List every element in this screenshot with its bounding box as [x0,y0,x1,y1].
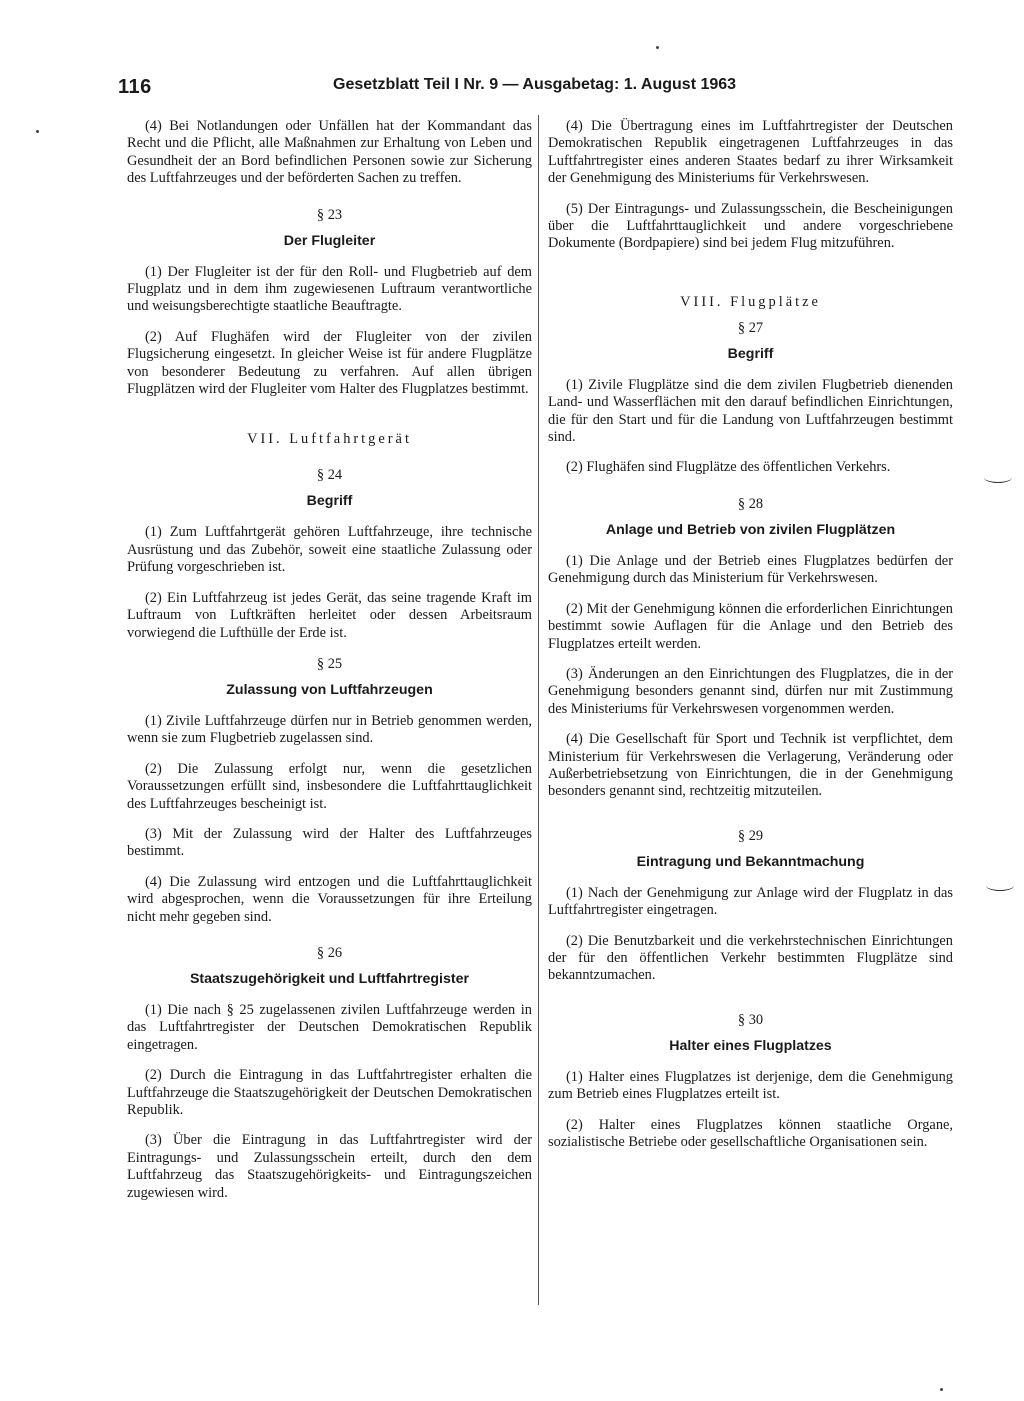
page-header [118,70,758,104]
scan-artifact-dot [36,130,39,133]
section-title: Begriff [727,345,774,362]
chapter-heading: VIII. Flugplätze [680,293,821,310]
right-column [548,118,953,1164]
chapter-heading: VII. Luftfahrtgerät [247,431,412,448]
section-title: Zulassung von Luftfahrzeugen [226,681,433,698]
paragraph: (2) Halter eines Flugplatzes können staatliche Organe, sozialistische Betriebe oder gesellschaftliche Organisationen sein. [548,1116,953,1150]
section-title: Staatszugehörigkeit und Luftfahrtregister [189,970,470,987]
scan-artifact-mark [986,880,1014,891]
paragraph: (2) Flughäfen sind Flugplätze des öffentlichen Verkehrs. [566,459,891,476]
paragraph: (4) Die Gesellschaft für Sport und Technik ist verpflichtet, dem Ministerium für Verkehrswesen die Verlagerung, Veränderung oder Außerbetriebsetzung von Einrichtungen, die in der Genehmigung besonders genannt sind, rechtzeitig mitzuteilen. [548,731,953,800]
section-title: Der Flugleiter [283,232,376,249]
section-title: Halter eines Flugplatzes [669,1037,832,1054]
section-number: § 25 [316,655,343,672]
paragraph: (2) Durch die Eintragung in das Luftfahrtregister erhalten die Luftfahrzeuge die Staatszugehörigkeit der Deutschen Demokratischen Republik. [127,1067,532,1118]
left-column [127,118,532,1215]
paragraph: (3) Änderungen an den Einrichtungen des Flugplatzes, die in der Genehmigung besonders genannt sind, dürfen nur mit Zustimmung des Ministeriums für Verkehrswesen vorgenommen werden. [548,665,953,717]
paragraph: (1) Der Flugleiter ist der für den Roll- und Flugbetrieb auf dem Flugplatz und in dem ihm zugewiesenen Luftraum verantwortliche und weisungsberechtigte staatliche Beauftragte. [127,263,532,315]
paragraph: (2) Ein Luftfahrzeug ist jedes Gerät, das seine tragende Kraft im Luftraum von Luftkräften herleitet oder dessen Arbeitsraum vorwiegend die Lufthülle der Erde ist. [127,589,532,641]
paragraph: (2) Mit der Genehmigung können die erforderlichen Einrichtungen bestimmt sowie Auflagen für die Anlage und den Betrieb des Flugplatzes erteilt werden. [548,600,953,652]
paragraph: (1) Zum Luftfahrtgerät gehören Luftfahrzeuge, ihre technische Ausrüstung und das Zubehör, soweit eine staatliche Zulassung oder Prüfung vorgeschrieben ist. [127,524,532,576]
section-number: § 28 [737,495,764,512]
section-number: § 30 [737,1011,764,1028]
column-divider [538,115,539,1305]
section-title: Eintragung und Bekanntmachung [636,853,865,870]
paragraph: (2) Auf Flughäfen wird der Flugleiter von der zivilen Flugsicherung eingesetzt. In gleicher Weise ist für andere Flugplätze von besonderer Bedeutung zu verfahren. Auf allen übrigen Flugplätzen wird der Flugleiter vom Halter des Flugplatzes bestimmt. [127,328,532,398]
paragraph: (1) Die nach § 25 zugelassenen zivilen Luftfahrzeuge werden in das Luftfahrtregister der Deutschen Demokratischen Republik eingetragen. [127,1001,532,1053]
paragraph: (1) Zivile Flugplätze sind die dem zivilen Flugbetrieb dienenden Land- und Wasserflächen mit den darauf befindlichen Einrichtungen, die für den Start und für die Landung von Luftfahrzeugen bestimmt sind. [548,376,953,446]
scan-artifact-dot [656,46,659,49]
section-number: § 24 [316,467,343,484]
section-title: Begriff [306,493,353,510]
paragraph: (4) Die Zulassung wird entzogen und die Luftfahrttauglichkeit wird abgesprochen, wenn die Voraussetzungen für ihre Erteilung nicht mehr gegeben sind. [127,873,532,925]
paragraph: (3) Über die Eintragung in das Luftfahrtregister wird der Eintragungs- und Zulassungsschein erteilt, durch den dem Luftfahrzeug das Staatszugehörigkeits- und Eintragungszeichen zugewiesen wird. [127,1132,532,1201]
paragraph: (2) Die Benutzbarkeit und die verkehrstechnischen Einrichtungen der für den öffentlichen Verkehr bestimmten Flugplätze sind bekanntzumachen. [548,932,953,984]
section-title: Anlage und Betrieb von zivilen Flugplätzen [605,521,896,538]
paragraph: (1) Zivile Luftfahrzeuge dürfen nur in Betrieb genommen werden, wenn sie zum Flugbetrieb zugelassen sind. [127,712,532,747]
paragraph: (1) Halter eines Flugplatzes ist derjenige, dem die Genehmigung zum Betrieb eines Flugplatzes erteilt ist. [548,1068,953,1103]
section-number: § 23 [316,206,343,223]
section-number: § 26 [316,944,343,961]
scan-artifact-dot [940,1388,943,1391]
paragraph: (2) Die Zulassung erfolgt nur, wenn die gesetzlichen Voraussetzungen erfüllt sind, insbesondere die Luftfahrttauglichkeit des Luftfahrzeuges bescheinigt ist. [127,760,532,812]
paragraph: (3) Mit der Zulassung wird der Halter des Luftfahrzeuges bestimmt. [127,825,532,860]
header-title: Gesetzblatt Teil I Nr. 9 — Ausgabetag: 1. August 1963 [333,76,737,93]
page-number: 116 [118,76,152,98]
paragraph: (1) Die Anlage und der Betrieb eines Flugplatzes bedürfen der Genehmigung durch das Ministerium für Verkehrswesen. [548,552,953,587]
section-number: § 27 [737,319,764,336]
paragraph: (1) Nach der Genehmigung zur Anlage wird der Flugplatz in das Luftfahrtregister eingetragen. [548,884,953,919]
section-number: § 29 [737,827,764,844]
paragraph: (4) Bei Notlandungen oder Unfällen hat der Kommandant das Recht und die Pflicht, alle Maßnahmen zur Erhaltung von Leben und Gesundheit der an Bord befindlichen Personen sowie zur Sicherung des Luftfahrzeuges und der beförderten Sachen zu treffen. [127,118,532,187]
paragraph: (5) Der Eintragungs- und Zulassungsschein, die Bescheinigungen über die Luftfahrttauglichkeit und andere vorgeschriebene Dokumente (Bordpapiere) sind bei jedem Flug mitzuführen. [548,200,953,252]
paragraph: (4) Die Übertragung eines im Luftfahrtregister der Deutschen Demokratischen Republik eingetragenen Luftfahrzeuges in das Luftfahrtregister eines anderen Staates bedarf zu ihrer Wirksamkeit der Genehmigung des Ministeriums für Verkehrswesen. [548,118,953,187]
scan-artifact-mark [984,472,1012,483]
